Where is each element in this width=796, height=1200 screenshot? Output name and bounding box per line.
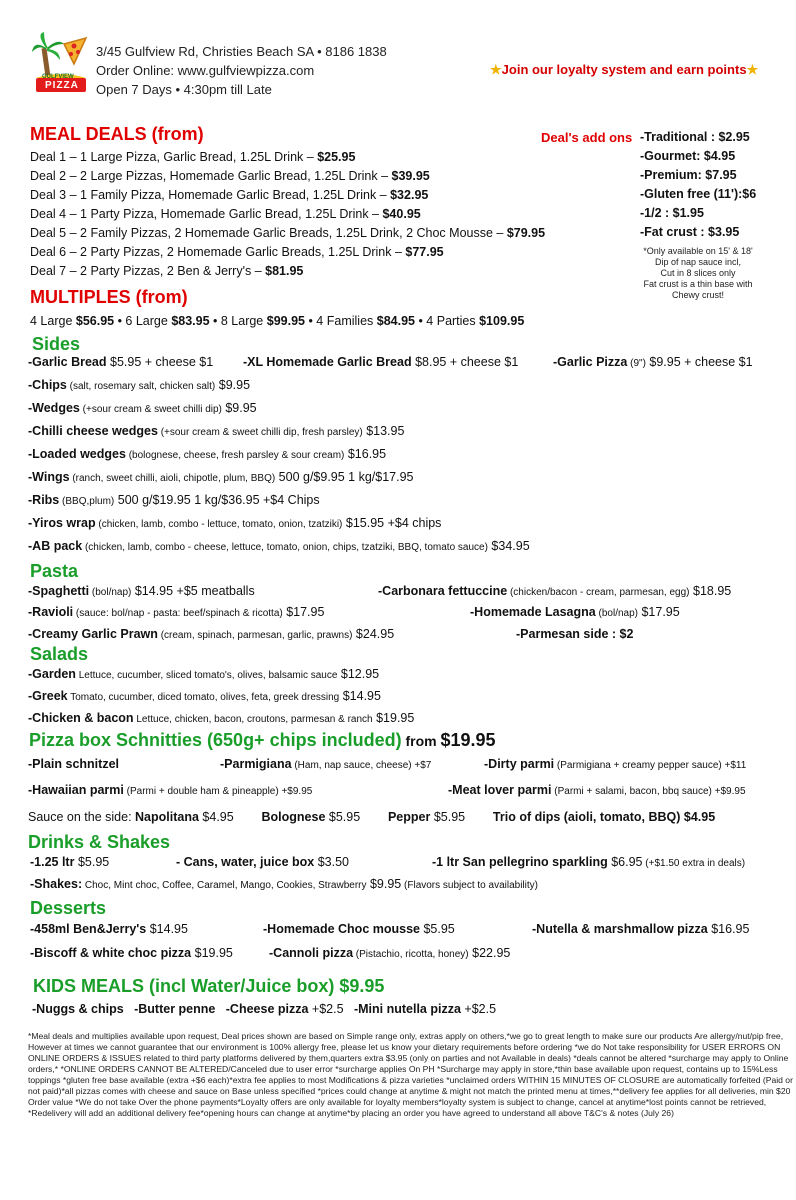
item-name: -Spaghetti: [28, 584, 90, 598]
sauce-price: $4.95: [198, 810, 234, 824]
schnitties-price: $19.95: [440, 730, 496, 750]
multiple-price: $99.95: [266, 314, 305, 328]
kids-item-price: +$2.5: [460, 1002, 497, 1016]
item-price: $14.95 +$5 meatballs: [131, 584, 255, 598]
deal-text: Deal 1 – 1 Large Pizza, Garlic Bread, 1.25L Drink –: [30, 150, 318, 164]
dessert-item: [532, 922, 749, 936]
kids-item-name: -Butter penne: [134, 1002, 216, 1016]
item-name: -Dirty parmi: [484, 757, 555, 771]
deal-item: [30, 167, 545, 186]
item-price: $6.95: [607, 855, 643, 869]
item-name: -Garlic Bread: [28, 355, 107, 369]
side-item: [28, 378, 250, 392]
item-price: 500 g/$19.95 1 kg/$36.95 +$4 Chips: [114, 493, 320, 507]
sauce-name: Napolitana: [135, 810, 199, 824]
schnitties-heading: [29, 730, 496, 751]
item-name: -XL Homemade Garlic Bread: [243, 355, 412, 369]
deal-item: [30, 205, 545, 224]
addon-note: Dip of nap sauce incl,: [654, 257, 742, 267]
addons-notes: [628, 246, 768, 301]
sauce-row: [28, 810, 715, 824]
opening-hours: Open 7 Days • 4:30pm till Late: [96, 82, 272, 97]
side-item: [28, 401, 257, 415]
kids-gap: [124, 1002, 134, 1016]
addons-title: Deal's add ons: [541, 130, 633, 145]
item-name: -Parmesan side : $2: [516, 627, 634, 641]
multiples-list: [30, 314, 524, 328]
multiple-price: $83.95: [171, 314, 210, 328]
item-desc: (chicken, lamb, combo - cheese, lettuce, tomato, onion, chips, tzatziki, BBQ, tomato sauce): [82, 542, 488, 553]
sauce-label: Sauce on the side:: [28, 810, 136, 824]
multiple-label: • 4 Families: [304, 314, 377, 328]
side-item: [28, 470, 414, 484]
item-desc: (cream, spinach, parmesan, garlic, prawns): [157, 630, 353, 641]
item-name: -Shakes:: [30, 877, 83, 891]
item-desc: (bolognese, cheese, fresh parsley & sour cream): [125, 450, 345, 461]
drink-item: [432, 855, 745, 869]
dessert-item: [263, 922, 455, 936]
item-desc: (Parmi + salami, bacon, bbq sauce) +$9.95: [551, 786, 746, 797]
item-price: $16.95: [707, 922, 750, 936]
dessert-item: [30, 922, 188, 936]
sauce-name: Trio of dips (aioli, tomato, BBQ) $4.95: [492, 810, 716, 824]
kids-item-price: +$2.5: [308, 1002, 344, 1016]
addon-item: -Fat crust : $3.95: [640, 225, 740, 239]
item-desc: Tomato, cucumber, diced tomato, olives, feta, greek dressing: [67, 692, 340, 703]
deal-price: $39.95: [391, 169, 430, 183]
item-price: $5.95 + cheese $1: [106, 355, 214, 369]
desserts-title: Desserts: [30, 898, 107, 918]
item-name: -1.25 ltr: [30, 855, 75, 869]
item-name: -Creamy Garlic Prawn: [28, 627, 158, 641]
meal-deals-list: [30, 148, 545, 281]
pasta-item: [28, 584, 255, 598]
multiple-price: $84.95: [376, 314, 415, 328]
deal-item: [30, 148, 545, 167]
item-price: $14.95: [146, 922, 188, 936]
dessert-item: [269, 946, 510, 960]
item-desc: (chicken, lamb, combo - lettuce, tomato, onion, tzatziki): [95, 519, 343, 530]
item-name: -Nutella & marshmallow pizza: [532, 922, 708, 936]
item-name: -Garden: [28, 667, 76, 681]
star-icon: ★: [490, 62, 502, 77]
item-price: 500 g/$9.95 1 kg/$17.95: [275, 470, 414, 484]
sauce-gap: [360, 810, 388, 824]
item-desc: (9"): [627, 358, 646, 369]
kids-item-name: -Mini nutella pizza: [353, 1002, 461, 1016]
item-desc: (bol/nap): [89, 587, 132, 598]
pasta-item: [28, 627, 394, 641]
pasta-title: Pasta: [30, 561, 79, 581]
addon-note: Fat crust is a thin base with: [643, 279, 753, 289]
pasta-item: [28, 605, 324, 619]
sauce-gap: [465, 810, 493, 824]
schnitzel-item: [28, 757, 119, 771]
side-item: [28, 493, 320, 507]
deal-text: Deal 7 – 2 Party Pizzas, 2 Ben & Jerry's –: [30, 264, 266, 278]
schnitties-title: Pizza box Schnitties (650g+ chips included): [29, 730, 402, 750]
kids-item-name: -Nuggs & chips: [32, 1002, 124, 1016]
item-name: -Biscoff & white choc pizza: [30, 946, 192, 960]
item-desc: (bol/nap): [595, 608, 638, 619]
addon-note: Chewy crust!: [671, 290, 724, 300]
item-price: $19.95: [191, 946, 233, 960]
schnitzel-item: [28, 783, 312, 797]
deal-price: $77.95: [405, 245, 444, 259]
salad-item: [28, 711, 414, 725]
item-price: $9.95: [215, 378, 251, 392]
item-price: $18.95: [689, 584, 732, 598]
deal-item: [30, 224, 545, 243]
item-name: -Ravioli: [28, 605, 74, 619]
multiple-price: $56.95: [75, 314, 115, 328]
multiple-label: 4 Large: [30, 314, 76, 328]
item-price: $9.95 + cheese $1: [645, 355, 753, 369]
addon-item: -1/2 : $1.95: [640, 206, 704, 220]
deal-price: $32.95: [390, 188, 429, 202]
item-name: -Parmigiana: [220, 757, 292, 771]
deal-item: [30, 243, 545, 262]
multiple-label: • 4 Parties: [414, 314, 480, 328]
item-price: $19.95: [372, 711, 415, 725]
item-price: $8.95 + cheese $1: [411, 355, 519, 369]
kids-gap: [215, 1002, 225, 1016]
item-name: -Wings: [28, 470, 70, 484]
side-item: [28, 516, 441, 530]
drink-item: [30, 877, 538, 891]
side-item: [28, 539, 530, 553]
item-extra: (Flavors subject to availability): [401, 880, 538, 891]
item-price: $34.95: [487, 539, 530, 553]
item-name: -Homemade Lasagna: [470, 605, 596, 619]
item-price: $17.95: [282, 605, 325, 619]
schnitzel-item: [484, 757, 746, 771]
side-item: [243, 355, 518, 369]
item-price: $3.50: [314, 855, 350, 869]
logo-sub-text: GULFVIEW: [42, 74, 74, 80]
salad-item: [28, 689, 381, 703]
addon-note: Cut in 8 slices only: [660, 268, 736, 278]
item-name: -Chips: [28, 378, 67, 392]
item-name: -Cannoli pizza: [269, 946, 354, 960]
addon-note: *Only available on 15' & 18': [643, 246, 753, 256]
addon-item: -Gourmet: $4.95: [640, 149, 736, 163]
item-price: $22.95: [468, 946, 511, 960]
drink-item: [30, 855, 109, 869]
deal-item: [30, 186, 545, 205]
pasta-item: [516, 627, 633, 641]
deal-price: $25.95: [317, 150, 356, 164]
item-price: $15.95 +$4 chips: [342, 516, 442, 530]
deal-text: Deal 2 – 2 Large Pizzas, Homemade Garlic Bread, 1.25L Drink –: [30, 169, 392, 183]
sauce-price: $5.95: [325, 810, 361, 824]
logo: [30, 30, 92, 100]
addon-item: -Gluten free (11'):$6: [640, 187, 757, 201]
schnitzel-item: [220, 757, 431, 771]
item-desc: (salt, rosemary salt, chicken salt): [66, 381, 216, 392]
deal-text: Deal 3 – 1 Family Pizza, Homemade Garlic Bread, 1.25L Drink –: [30, 188, 391, 202]
multiple-price: $109.95: [479, 314, 525, 328]
item-name: -1 ltr San pellegrino sparkling: [432, 855, 608, 869]
item-price: $17.95: [637, 605, 680, 619]
loyalty-banner: [490, 62, 758, 78]
dessert-item: [30, 946, 233, 960]
item-price: $9.95: [221, 401, 257, 415]
sauce-gap: [234, 810, 262, 824]
item-price: $5.95: [74, 855, 110, 869]
address: 3/45 Gulfview Rd, Christies Beach SA • 8186 1838: [96, 44, 387, 59]
item-desc: Choc, Mint choc, Coffee, Caramel, Mango, Cookies, Strawberry: [82, 880, 367, 891]
sides-title: Sides: [32, 334, 81, 354]
item-name: -Hawaiian parmi: [28, 783, 124, 797]
item-name: -458ml Ben&Jerry's: [30, 922, 147, 936]
item-desc: (Ham, nap sauce, cheese) +$7: [291, 760, 432, 771]
kids-gap: [344, 1002, 354, 1016]
salad-item: [28, 667, 379, 681]
deal-text: Deal 5 – 2 Family Pizzas, 2 Homemade Garlic Breads, 1.25L Drink, 2 Choc Mousse –: [30, 226, 507, 240]
item-desc: (chicken/bacon - cream, parmesan, egg): [507, 587, 690, 598]
side-item: [28, 424, 404, 438]
multiple-label: • 6 Large: [114, 314, 172, 328]
deal-price: $81.95: [265, 264, 304, 278]
item-name: -AB pack: [28, 539, 83, 553]
item-price: $5.95: [419, 922, 455, 936]
item-desc: (ranch, sweet chilli, aioli, chipotle, plum, BBQ): [69, 473, 276, 484]
side-item: [28, 447, 386, 461]
item-desc: Lettuce, cucumber, sliced tomato's, olives, balsamic sauce: [75, 670, 338, 681]
item-desc: Lettuce, chicken, bacon, croutons, parmesan & ranch: [133, 714, 373, 725]
deal-price: $79.95: [506, 226, 546, 240]
item-extra: (+$1.50 extra in deals): [642, 858, 746, 869]
item-name: -Yiros wrap: [28, 516, 96, 530]
item-name: -Greek: [28, 689, 68, 703]
sauce-name: Pepper: [387, 810, 431, 824]
logo-text: PIZZA: [45, 80, 79, 91]
multiples-title: MULTIPLES (from): [30, 287, 188, 307]
sauce-name: Bolognese: [261, 810, 326, 824]
addon-item: -Traditional : $2.95: [640, 130, 750, 144]
addon-item: -Premium: $7.95: [640, 168, 737, 182]
item-price: $14.95: [339, 689, 381, 703]
star-icon: ★: [746, 62, 759, 77]
loyalty-text: Join our loyalty system and earn points: [501, 62, 747, 77]
pasta-item: [470, 605, 680, 619]
meal-deals-title: MEAL DEALS (from): [30, 124, 204, 144]
item-name: -Plain schnitzel: [28, 757, 119, 771]
item-name: -Loaded wedges: [28, 447, 126, 461]
drinks-title: Drinks & Shakes: [28, 832, 171, 852]
item-name: -Carbonara fettuccine: [378, 584, 508, 598]
item-desc: (Parmi + double ham & pineapple) +$9.95: [123, 786, 313, 797]
item-name: -Homemade Choc mousse: [263, 922, 420, 936]
item-name: -Garlic Pizza: [553, 355, 628, 369]
salads-title: Salads: [30, 644, 89, 664]
item-name: -Meat lover parmi: [448, 783, 552, 797]
item-desc: (+sour cream & sweet chilli dip, fresh parsley): [157, 427, 363, 438]
addons-list: [640, 128, 756, 242]
order-online[interactable]: Order Online: www.gulfviewpizza.com: [96, 63, 315, 78]
deal-item: [30, 262, 545, 281]
side-item: [28, 355, 213, 369]
fine-print: *Meal deals and multiplies available upon request, Deal prices shown are based on Simple range only, extras apply on others,*we go to great length to make sure our products Are allergy/nut/pip free, However at times we cannot guarantee that our environment is 100% allergy free, please let us know your dietary requirements before ordering *we do Not take responsibility for USER ERRORS ON ONLINE ORDERS & ISSUES related to third party platforms delivered by them,quarters extra $3.95 (only on parties and not Available in deals) *deals cannot be altered *surcharge may apply to Online orders,* *ONLINE ORDERS CANNOT BE ALTERED/Canceled due to user error *surcharge applies On PH *Surcharge may apply in store,*thin base available upon request, contains up to 15%Less toppings *gluten free base available (extra +$6 each)*extra fee applies to most Modifications & pizza varieties *unclaimed orders WITHIN 15 MINUTES OF CLOSURE are automatically forfeited (Paid or not paid)*all pizzas comes with cheese and sauce on Base unless specified *prices could change at anytime & might not match the printed menu at times,**delivery fee applies for all deliveries, min $20 Order value *We do not take Over the phone payments*Loyalty offers are only available for loyalty members*loyalty system is subject to change, cancel at anytime*lost points cannot be retrieved, *Redelivery will add an additional delivery fee*opening hours can change at anytime*by placing an order you have agreed to understand all above T&C's & notes (July 26): [28, 1031, 793, 1118]
deal-text: Deal 6 – 2 Party Pizzas, 2 Homemade Garlic Breads, 1.25L Drink –: [30, 245, 406, 259]
kids-meals-list: [32, 1002, 496, 1016]
sauce-price: $5.95: [430, 810, 466, 824]
drink-item: [176, 855, 349, 869]
multiple-label: • 8 Large: [209, 314, 267, 328]
schnitties-from: from: [401, 733, 441, 749]
item-price: $16.95: [344, 447, 387, 461]
item-name: -Ribs: [28, 493, 60, 507]
item-price: $9.95: [366, 877, 402, 891]
item-desc: (BBQ,plum): [59, 496, 115, 507]
item-desc: (sauce: bol/nap - pasta: beef/spinach & ricotta): [73, 608, 283, 619]
kids-meals-title: KIDS MEALS (incl Water/Juice box) $9.95: [33, 976, 385, 996]
schnitzel-item: [448, 783, 746, 797]
deal-text: Deal 4 – 1 Party Pizza, Homemade Garlic Bread, 1.25L Drink –: [30, 207, 383, 221]
kids-item-name: -Cheese pizza: [225, 1002, 309, 1016]
item-name: -Chilli cheese wedges: [28, 424, 158, 438]
side-item: [553, 355, 753, 369]
item-desc: (+sour cream & sweet chilli dip): [79, 404, 222, 415]
item-desc: (Pistachio, ricotta, honey): [353, 949, 469, 960]
item-name: -Chicken & bacon: [28, 711, 134, 725]
item-price: $12.95: [337, 667, 380, 681]
item-name: - Cans, water, juice box: [176, 855, 315, 869]
pasta-item: [378, 584, 731, 598]
item-price: $13.95: [362, 424, 405, 438]
item-name: -Wedges: [28, 401, 80, 415]
deal-price: $40.95: [382, 207, 421, 221]
item-price: $24.95: [352, 627, 395, 641]
item-desc: (Parmigiana + creamy pepper sauce) +$11: [554, 760, 747, 771]
